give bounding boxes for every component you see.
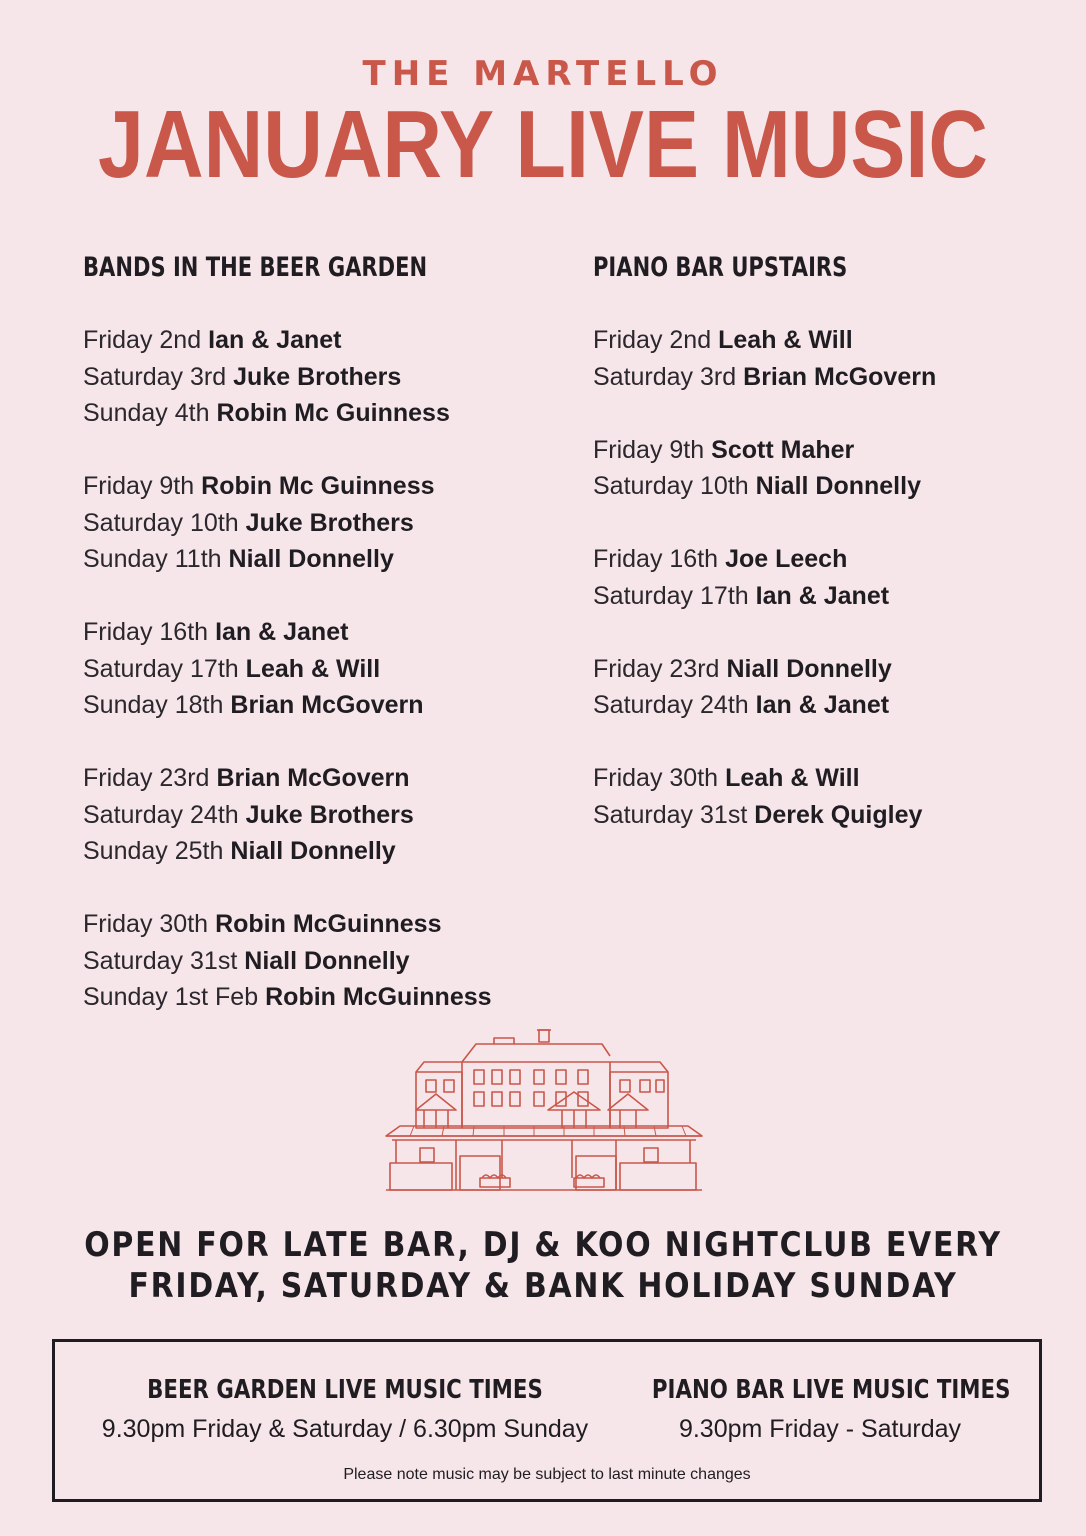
gig-act: Robin McGuinness <box>215 910 442 938</box>
gig-date: Saturday 10th <box>83 508 239 537</box>
gig-row <box>593 359 1073 396</box>
piano-bar-heading: PIANO BAR UPSTAIRS <box>593 252 848 283</box>
gig-row <box>593 468 1073 505</box>
gig-row <box>593 651 1073 688</box>
gig-date: Saturday 24th <box>593 691 749 719</box>
gig-act: Niall Donnelly <box>244 946 410 975</box>
gig-act: Niall Donnelly <box>230 837 396 865</box>
gig-act: Ian & Janet <box>215 618 349 646</box>
gig-act: Leah & Will <box>245 654 381 683</box>
schedule-group <box>593 541 1073 614</box>
gig-date: Friday 23rd <box>593 654 720 683</box>
gig-act: Brian McGovern <box>743 362 937 391</box>
gig-date: Saturday 31st <box>593 800 748 829</box>
gig-row <box>83 322 583 359</box>
gig-date: Sunday 25th <box>83 837 224 865</box>
gig-act: Ian & Janet <box>208 326 342 354</box>
gig-act: Leah & Will <box>725 764 860 792</box>
gig-act: Scott Maher <box>711 435 855 464</box>
gig-act: Niall Donnelly <box>755 472 921 500</box>
piano-bar-schedule <box>593 250 1073 870</box>
gig-row <box>83 833 583 870</box>
gig-date: Saturday 31st <box>83 946 238 975</box>
schedule-group <box>83 760 583 870</box>
gig-row <box>83 651 583 688</box>
gig-date: Saturday 3rd <box>83 362 227 391</box>
gig-act: Robin Mc Guinness <box>216 399 450 427</box>
gig-date: Friday 23rd <box>83 764 210 792</box>
gig-act: Ian & Janet <box>755 581 890 610</box>
gig-row <box>83 541 583 578</box>
piano-bar-times <box>615 1372 1025 1450</box>
piano-bar-times-title: PIANO BAR LIVE MUSIC TIMES <box>651 1375 1011 1405</box>
schedule-group <box>593 651 1073 724</box>
page-title: JANUARY LIVE MUSIC <box>98 91 988 198</box>
gig-row <box>83 614 583 651</box>
gig-row <box>593 760 1073 797</box>
gig-row <box>593 578 1073 615</box>
gig-date: Sunday 11th <box>83 545 222 573</box>
schedule-group <box>593 760 1073 833</box>
gig-row <box>83 979 583 1016</box>
beer-garden-times <box>75 1372 615 1450</box>
gig-row <box>593 797 1073 834</box>
gig-date: Friday 30th <box>593 764 719 792</box>
gig-date: Saturday 17th <box>83 654 239 683</box>
gig-act: Niall Donnelly <box>228 545 394 573</box>
music-times-box <box>52 1339 1042 1502</box>
gig-act: Robin McGuinness <box>265 983 492 1011</box>
gig-date: Sunday 4th <box>83 399 210 427</box>
gig-date: Saturday 17th <box>593 581 749 610</box>
gig-row <box>83 760 583 797</box>
schedule-group <box>83 468 583 578</box>
gig-act: Juke Brothers <box>245 508 414 537</box>
nightclub-line-2: FRIDAY, SATURDAY & BANK HOLIDAY SUNDAY <box>128 1266 958 1306</box>
schedule-group <box>83 322 583 432</box>
gig-row <box>83 395 583 432</box>
gig-act: Robin Mc Guinness <box>201 472 435 500</box>
gig-act: Derek Quigley <box>754 800 923 829</box>
changes-note: Please note music may be subject to last minute changes <box>343 1466 751 1483</box>
gig-row <box>83 943 583 980</box>
beer-garden-groups <box>83 322 583 1016</box>
beer-garden-times-title: BEER GARDEN LIVE MUSIC TIMES <box>147 1375 543 1405</box>
gig-date: Saturday 24th <box>83 800 239 829</box>
gig-row <box>83 687 583 724</box>
gig-date: Friday 9th <box>593 435 705 464</box>
nightclub-line-1: OPEN FOR LATE BAR, DJ & KOO NIGHTCLUB EVERY <box>84 1225 1002 1265</box>
beer-garden-times-value: 9.30pm Friday & Saturday / 6.30pm Sunday <box>101 1415 589 1443</box>
gig-row <box>83 359 583 396</box>
gig-act: Joe Leech <box>725 545 848 573</box>
gig-act: Juke Brothers <box>233 362 402 391</box>
gig-row <box>83 468 583 505</box>
gig-date: Friday 2nd <box>83 326 202 354</box>
beer-garden-heading: BANDS IN THE BEER GARDEN <box>83 252 428 283</box>
venue-name: THE MARTELLO <box>362 54 724 94</box>
gig-date: Sunday 1st Feb <box>83 983 259 1011</box>
building-illustration-icon <box>384 1028 704 1193</box>
gig-act: Juke Brothers <box>245 800 414 829</box>
gig-act: Brian McGovern <box>216 764 410 792</box>
gig-date: Sunday 18th <box>83 691 224 719</box>
gig-row <box>83 505 583 542</box>
nightclub-notice <box>0 1225 1086 1307</box>
gig-row <box>593 687 1073 724</box>
gig-row <box>593 541 1073 578</box>
gig-date: Friday 16th <box>83 618 209 646</box>
gig-date: Friday 16th <box>593 545 719 573</box>
gig-act: Ian & Janet <box>755 691 890 719</box>
gig-date: Friday 9th <box>83 472 195 500</box>
gig-date: Friday 30th <box>83 910 209 938</box>
piano-bar-times-value: 9.30pm Friday - Saturday <box>678 1415 962 1443</box>
gig-row <box>83 797 583 834</box>
gig-act: Leah & Will <box>718 326 853 354</box>
schedule-group <box>83 614 583 724</box>
gig-row <box>593 322 1073 359</box>
gig-date: Saturday 10th <box>593 472 749 500</box>
schedule-group <box>593 432 1073 505</box>
gig-date: Friday 2nd <box>593 326 712 354</box>
piano-bar-groups <box>593 322 1073 833</box>
gig-row <box>593 432 1073 469</box>
gig-act: Brian McGovern <box>230 691 424 719</box>
gig-date: Saturday 3rd <box>593 362 737 391</box>
schedule-group <box>83 906 583 1016</box>
schedule-group <box>593 322 1073 395</box>
gig-act: Niall Donnelly <box>726 654 892 683</box>
gig-row <box>83 906 583 943</box>
beer-garden-schedule <box>83 250 583 1052</box>
